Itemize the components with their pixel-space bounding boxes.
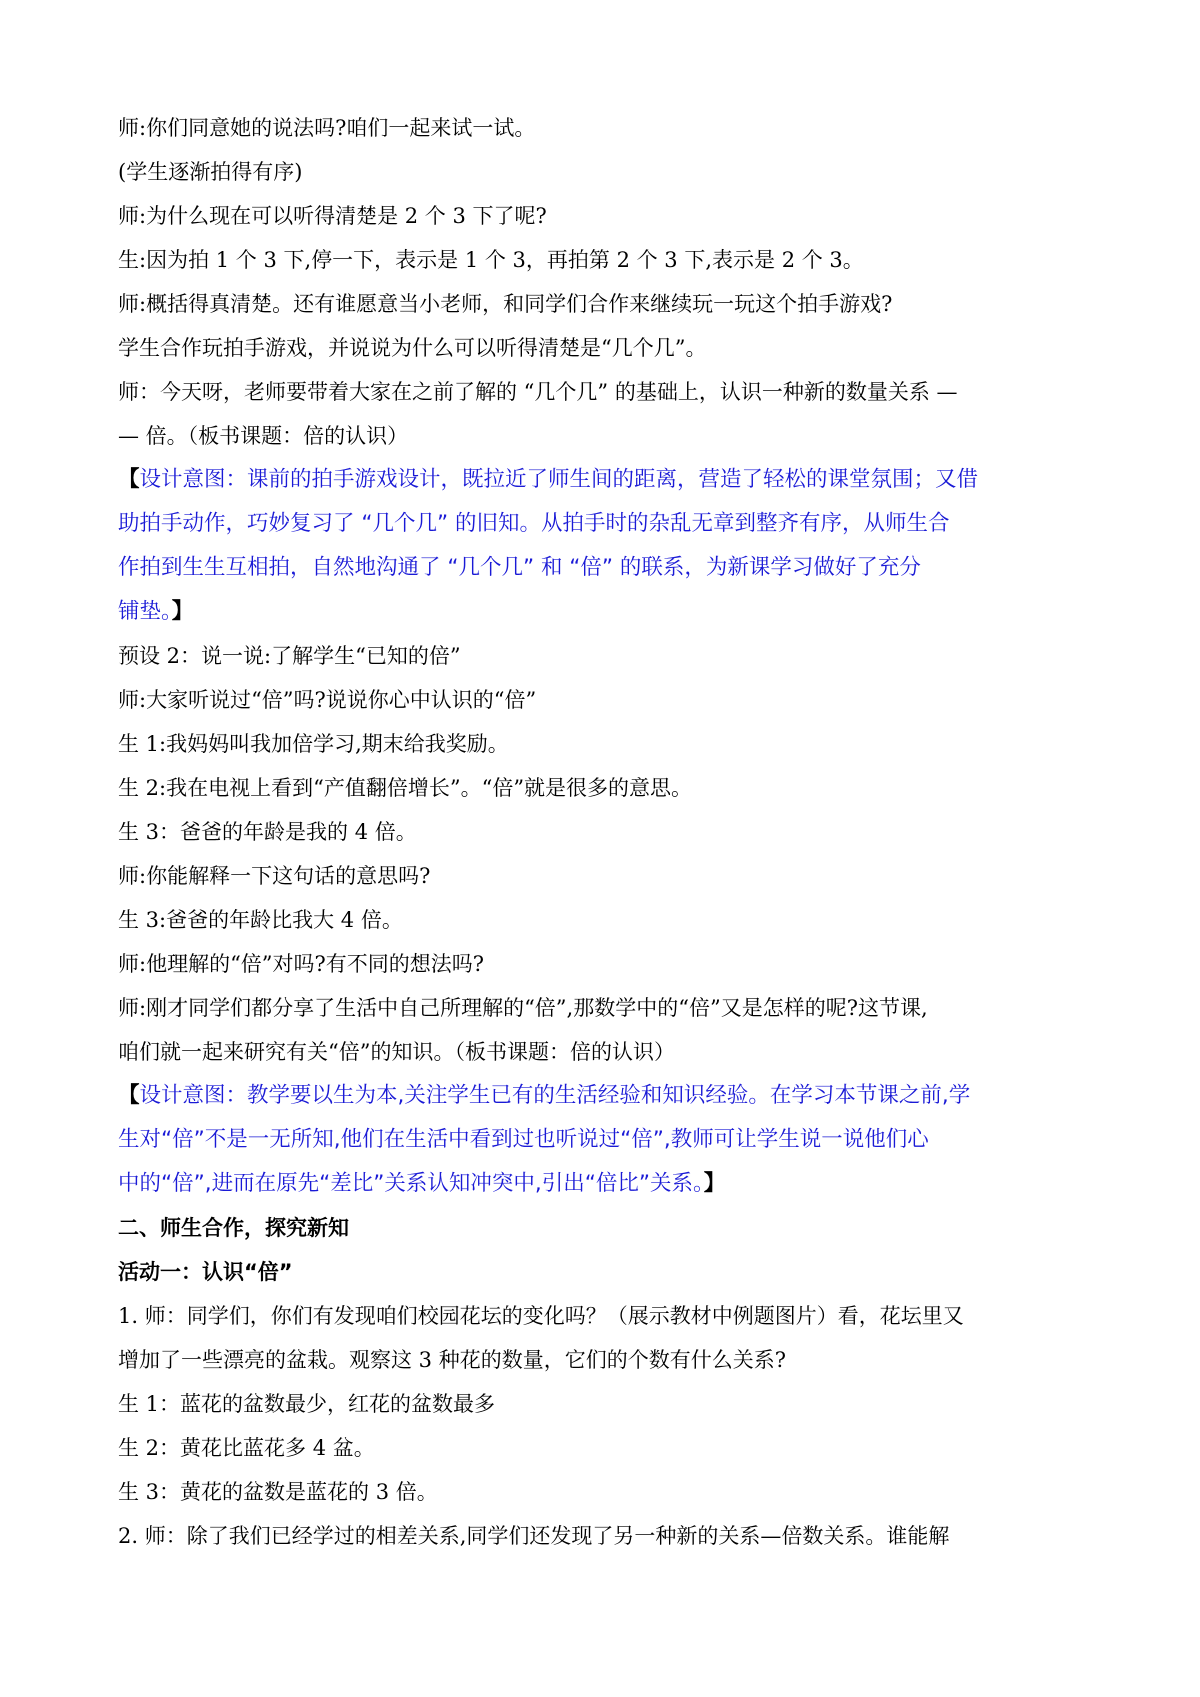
paragraph-line: 生 2：黄花比蓝花多 4 盆。 bbox=[118, 1436, 375, 1460]
design-intent-note-1 bbox=[118, 458, 1100, 634]
paragraph-line: 预设 2：说一说:了解学生“已知的倍” bbox=[118, 644, 461, 668]
note-line bbox=[118, 1074, 1100, 1118]
paragraph-line: 咱们就一起来研究有关“倍”的知识。（板书课题：倍的认识） bbox=[118, 1040, 675, 1064]
paragraph-line: 增加了一些漂亮的盆栽。观察这 3 种花的数量，它们的个数有什么关系? bbox=[118, 1348, 786, 1372]
note-open-bracket: 【 bbox=[118, 467, 140, 492]
paragraph-line: 生 3：黄花的盆数是蓝花的 3 倍。 bbox=[118, 1480, 438, 1504]
note-line: 生对“倍”不是一无所知,他们在生活中看到过也听说过“倍”,教师可让学生说一说他们心 bbox=[118, 1127, 929, 1152]
note-close-bracket: 】 bbox=[703, 1171, 726, 1196]
section-heading: 二、师生合作，探究新知 bbox=[118, 1216, 349, 1240]
note-open-bracket: 【 bbox=[118, 1083, 140, 1108]
paragraph-line: 生:因为拍 1 个 3 下,停一下，表示是 1 个 3，再拍第 2 个 3 下,表示是 2 个 3。 bbox=[118, 248, 864, 272]
paragraph-line: 师:刚才同学们都分享了生活中自己所理解的“倍”,那数学中的“倍”又是怎样的呢?这节课, bbox=[118, 996, 928, 1020]
paragraph-line: 生 3:爸爸的年龄比我大 4 倍。 bbox=[118, 908, 403, 932]
paragraph-line: 生 3：爸爸的年龄是我的 4 倍。 bbox=[118, 820, 417, 844]
paragraph-line: 师:你能解释一下这句话的意思吗? bbox=[118, 864, 431, 888]
note-line: 助拍手动作，巧妙复习了 “几个几” 的旧知。从拍手时的杂乱无章到整齐有序，从师生合 bbox=[118, 511, 950, 536]
note-text: 铺垫。 bbox=[118, 599, 172, 624]
paragraph-line: 2. 师：除了我们已经学过的相差关系,同学们还发现了另一种新的关系—倍数关系。谁能解 bbox=[118, 1524, 950, 1548]
paragraph-line: 师：今天呀，老师要带着大家在之前了解的 “几个几” 的基础上，认识一种新的数量关系 — bbox=[118, 380, 958, 404]
paragraph-line: — 倍。（板书课题：倍的认识） bbox=[118, 424, 409, 448]
activity-heading: 活动一：认识“倍” bbox=[118, 1260, 293, 1284]
paragraph-line: 师:概括得真清楚。还有谁愿意当小老师，和同学们合作来继续玩一玩这个拍手游戏? bbox=[118, 292, 893, 316]
note-line bbox=[118, 590, 1100, 634]
design-intent-note-2 bbox=[118, 1074, 1100, 1206]
paragraph-line: 1. 师：同学们，你们有发现咱们校园花坛的变化吗？（展示教材中例题图片）看，花坛里又 bbox=[118, 1304, 964, 1328]
paragraph-line: 生 1：蓝花的盆数最少，红花的盆数最多 bbox=[118, 1392, 496, 1416]
note-text: 设计意图：教学要以生为本,关注学生已有的生活经验和知识经验。在学习本节课之前,学 bbox=[139, 1083, 971, 1108]
paragraph-line: 生 1:我妈妈叫我加倍学习,期末给我奖励。 bbox=[118, 732, 509, 756]
note-close-bracket: 】 bbox=[171, 599, 194, 624]
note-text: 中的“倍”,进而在原先“差比”关系认知冲突中,引出“倍比”关系。 bbox=[118, 1171, 704, 1196]
note-line bbox=[118, 458, 1100, 502]
paragraph-line: 学生合作玩拍手游戏，并说说为什么可以听得清楚是“几个几”。 bbox=[118, 336, 707, 360]
note-line: 作拍到生生互相拍，自然地沟通了 “几个几” 和 “倍” 的联系，为新课学习做好了充分 bbox=[118, 555, 921, 580]
document-page bbox=[118, 106, 1100, 1558]
note-line bbox=[118, 1162, 1100, 1206]
paragraph-line: 师:为什么现在可以听得清楚是 2 个 3 下了呢? bbox=[118, 204, 547, 228]
paragraph-line: 师:大家听说过“倍”吗?说说你心中认识的“倍” bbox=[118, 688, 537, 712]
paragraph-line: (学生逐渐拍得有序) bbox=[118, 160, 303, 184]
paragraph-line: 师:你们同意她的说法吗?咱们一起来试一试。 bbox=[118, 116, 536, 140]
paragraph-line: 生 2:我在电视上看到“产值翻倍增长”。“倍”就是很多的意思。 bbox=[118, 776, 693, 800]
note-text: 设计意图：课前的拍手游戏设计，既拉近了师生间的距离，营造了轻松的课堂氛围；又借 bbox=[139, 467, 979, 492]
paragraph-line: 师:他理解的“倍”对吗?有不同的想法吗? bbox=[118, 952, 485, 976]
